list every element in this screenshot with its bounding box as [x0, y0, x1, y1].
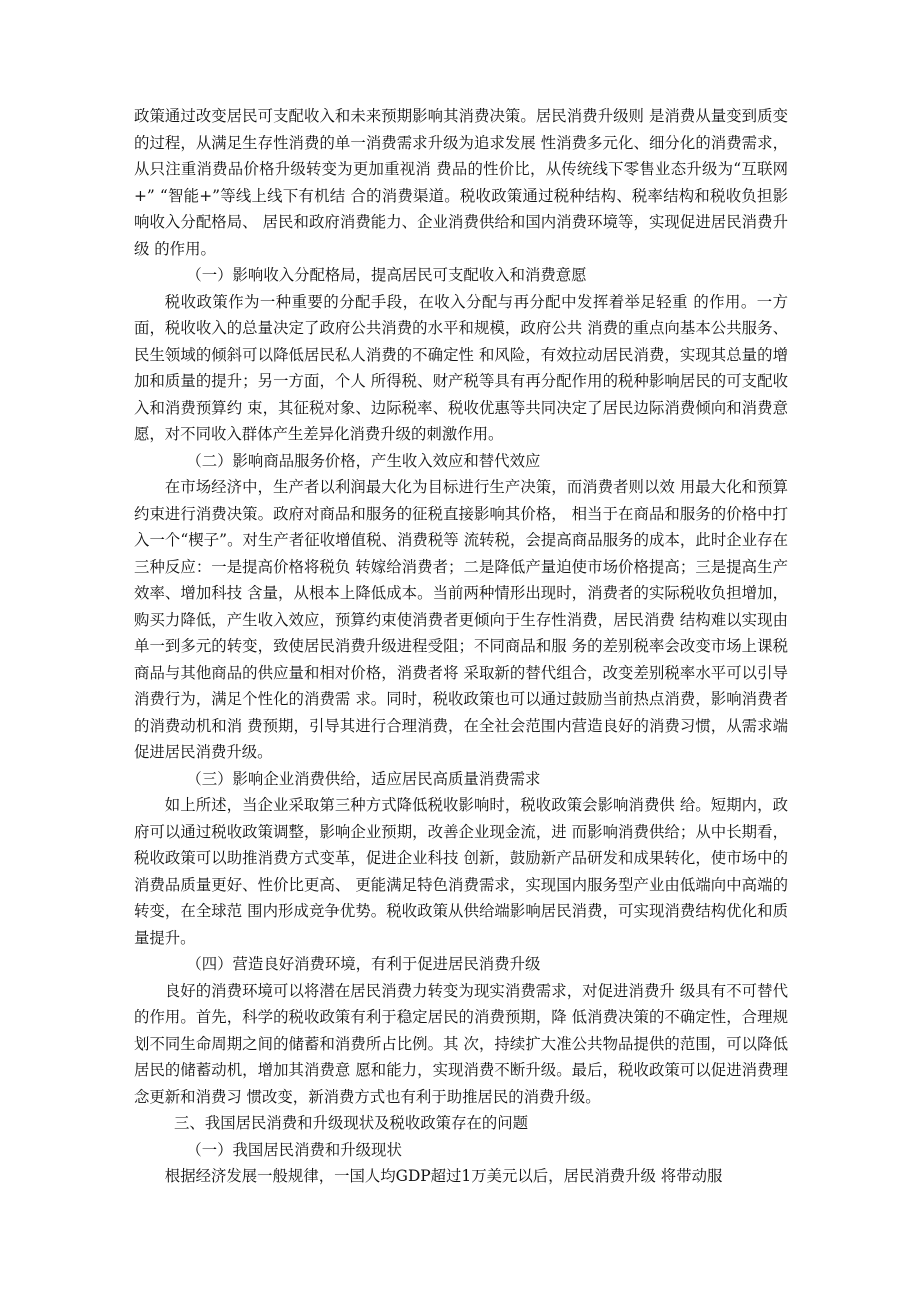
subsection-heading-3-1: （一）我国居民消费和升级现状 [186, 1140, 402, 1159]
body-paragraph-2: 在市场经济中，生产者以利润最大化为目标进行生产决策，而消费者则以效 用最大化和预算约束进行消费决策。政府对商品和服务的征税直接影响其价格， 相当于在商品和服务的价格中打入一个“楔子”。对生产者征收增值税、消费税等 流转税，会提高商品服务的成本，此时企业存在三种反应：一是提高价格将税负 转嫁给消费者；二是降低产量迫使市场价格提高；三是提高生产效率、增加科技 含量，从根本上降低成本。当前两种情形出现时，消费者的实际税收负担增加， 购买力降低，产生收入效应，预算约束使消费者更倾向于生存性消费，居民消费 结构难以实现由单一到多元的转变，致使居民消费升级进程受阻；不同商品和服 务的差别税率会改变市场上课税商品与其他商品的供应量和相对价格，消费者将 采取新的替代组合，改变差别税率水平可以引导消费行为，满足个性化的消费需 求。同时，税收政策也可以通过鼓励当前热点消费，影响消费者的消费动机和消 费预期，引导其进行合理消费，在全社会范围内营造良好的消费习惯，从需求端 促进居民消费升级。 [134, 478, 788, 761]
section-heading-3: 三、我国居民消费和升级现状及税收政策存在的问题 [174, 1114, 529, 1132]
document-page [134, 103, 788, 1190]
body-paragraph-4: 良好的消费环境可以将潜在居民消费力转变为现实消费需求，对促进消费升 级具有不可替代的作用。首先，科学的税收政策有利于稳定居民的消费预期，降 低消费决策的不确定性，合理规划不同生命周期之间的储蓄和消费所占比例。其 次，持续扩大准公共物品提供的范围，可以降低居民的储蓄动机，增加其消费意 愿和能力，实现消费不断升级。最后，税收政策可以促进消费理念更新和消费习 惯改变，新消费方式也有利于助推居民的消费升级。 [134, 981, 788, 1106]
body-paragraph-1: 税收政策作为一种重要的分配手段，在收入分配与再分配中发挥着举足轻重 的作用。一方面，税收收入的总量决定了政府公共消费的水平和规模，政府公共 消费的重点向基本公共服务、民生领域的倾斜可以降低居民私人消费的不确定性 和风险，有效拉动居民消费，实现其总量的增加和质量的提升；另一方面，个人 所得税、财产税等具有再分配作用的税种影响居民的可支配收入和消费预算约 束，其征税对象、边际税率、税收优惠等共同决定了居民边际消费倾向和消费意 愿，对不同收入群体产生差异化消费升级的刺激作用。 [134, 292, 788, 443]
body-paragraph-5: 根据经济发展一般规律，一国人均GDP超过1万美元以后，居民消费升级 将带动服 [164, 1167, 723, 1185]
subsection-heading-2: （二）影响商品服务价格，产生收入效应和替代效应 [186, 451, 541, 470]
body-paragraph-3: 如上所述，当企业采取第三种方式降低税收影响时，税收政策会影响消费供 给。短期内，政府可以通过税收政策调整，影响企业预期，改善企业现金流，进 而影响消费供给；从中长期看，税收政策可以助推消费方式变革，促进企业科技 创新，鼓励新产品研发和成果转化，使市场中的消费品质量更好、性价比更高、 更能满足特色消费需求，实现国内服务型产业由低端向中高端的转变，在全球范 围内形成竞争优势。税收政策从供给端影响居民消费，可实现消费结构优化和质 量提升。 [134, 796, 788, 947]
subsection-heading-4: （四）营造良好消费环境，有利于促进居民消费升级 [186, 955, 541, 973]
intro-paragraph: 政策通过改变居民可支配收入和未来预期影响其消费决策。居民消费升级则 是消费从量变到质变的过程，从满足生存性消费的单一消费需求升级为追求发展 性消费多元化、细分化的消费需求，从只注重消费品价格升级转变为更加重视消 费品的性价比，从传统线下零售业态升级为“互联网+” “智能+”等线上线下有机结 合的消费渠道。税收政策通过税种结构、税率结构和税收负担影响收入分配格局、 居民和政府消费能力、企业消费供给和国内消费环境等，实现促进居民消费升级 的作用。 [134, 107, 788, 258]
subsection-heading-1: （一）影响收入分配格局，提高居民可支配收入和消费意愿 [186, 266, 587, 284]
subsection-heading-3: （三）影响企业消费供给，适应居民高质量消费需求 [186, 769, 541, 788]
